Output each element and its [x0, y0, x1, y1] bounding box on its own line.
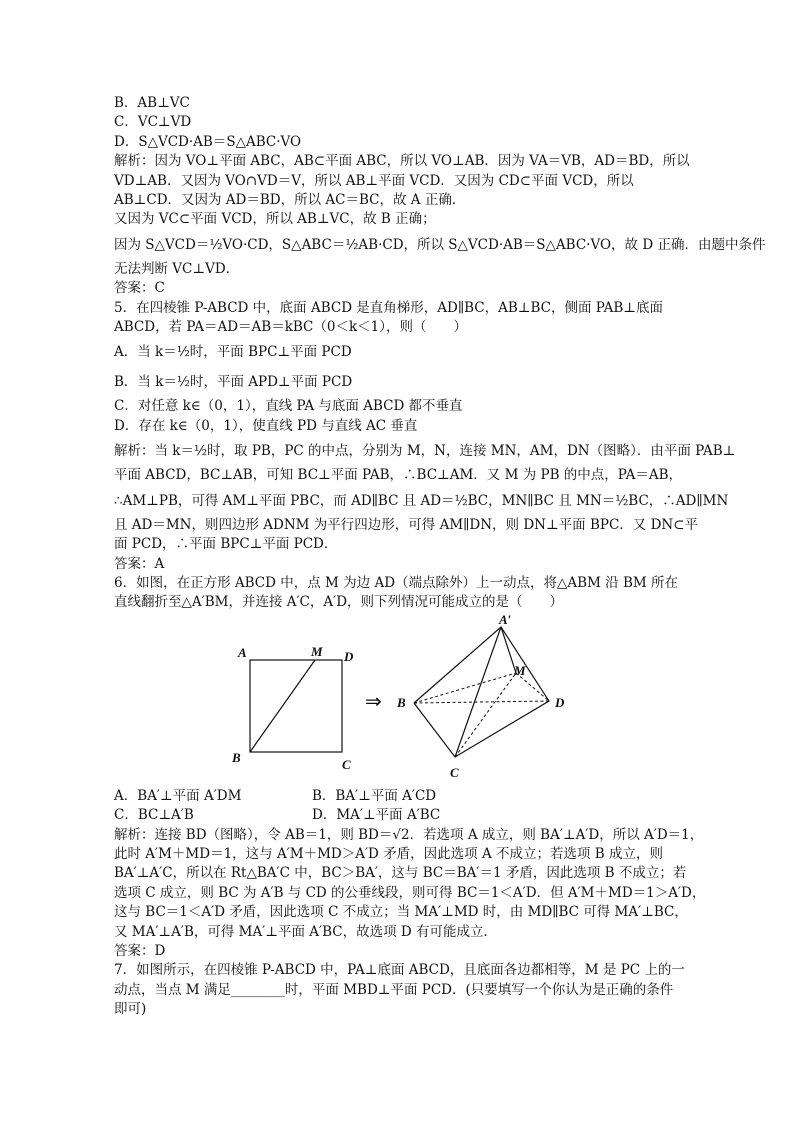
q6-solution-line: BA′⊥A′C，所以在 Rt△BA′C 中，BC＞BA′，这与 BC＝BA′＝1 矛盾，因此选项 B 不成立；若	[114, 865, 687, 882]
q4-option-d[interactable]: D．S△VCD·AB＝S△ABC·VO	[114, 133, 302, 150]
label-p-d: D	[555, 694, 565, 710]
label-sq-m: M	[311, 643, 323, 659]
q6-solution-line: 选项 C 成立，则 BC 为 A′B 与 CD 的公垂线段，则可得 BC＝1＜A′D．但 A′M＋MD＝1＞A′D，	[114, 884, 706, 901]
label-sq-b: B	[232, 749, 241, 765]
q6-figure-svg	[114, 615, 684, 787]
q6-solution-line: 又 MA′⊥A′B，可得 MA′⊥平面 A′BC，故选项 D 有可能成立．	[114, 923, 497, 940]
dashed-b-m	[414, 673, 516, 703]
q5-stem-line: 5．在四棱锥 P-ABCD 中，底面 ABCD 是直角梯形，AD∥BC，AB⊥BC，侧面 PAB⊥底面	[114, 299, 663, 316]
q4-option-c[interactable]: C．VC⊥VD	[114, 114, 192, 131]
q6-options-row-2	[114, 806, 684, 825]
implies-arrow-icon: ⇒	[365, 688, 382, 713]
q4-option-b[interactable]: B．AB⊥VC	[114, 95, 190, 111]
q5-solution-line: 面 PCD，∴平面 BPC⊥平面 PCD．	[114, 536, 338, 553]
q6-answer: 答案：D	[114, 942, 166, 959]
q5-solution-line: 解析：当 k＝½时，取 PB，PC 的中点，分别为 M，N，连接 MN，AM，DN（图略）．由平面 PAB⊥	[114, 443, 736, 460]
segment-bm	[250, 660, 315, 752]
q6-option-d[interactable]: D．MA′⊥平面 A′BC	[312, 807, 441, 824]
document-page	[114, 94, 766, 1020]
q4-solution-line: 因为 S△VCD＝½VO·CD，S△ABC＝½AB·CD，所以 S△VCD·AB＝S△ABC·VO，故 D 正确．由题中条件	[114, 236, 766, 253]
label-p-a: A′	[499, 614, 512, 627]
q6-option-b[interactable]: B．BA′⊥平面 A′CD	[312, 787, 437, 804]
label-sq-d: D	[344, 648, 354, 664]
q6-stem-line: 6．如图，在正方形 ABCD 中，点 M 为边 AD（端点除外）上一动点，将△ABM 沿 BM 所在	[114, 574, 679, 591]
q7-stem-line: 即可)	[114, 1001, 147, 1018]
q5-stem-line: ABCD，若 PA＝AD＝AB＝kBC（0＜k＜1），则（ ）	[114, 319, 467, 336]
label-sq-c: C	[342, 756, 351, 772]
dashed-c-m	[455, 673, 516, 757]
q4-answer: 答案：C	[114, 280, 165, 297]
q5-solution-line: 且 AD＝MN，则四边形 ADNM 为平行四边形，可得 AM∥DN，则 DN⊥平面 BPC．又 DN⊂平	[114, 516, 699, 533]
q5-solution-line: ∴AM⊥PB，可得 AM⊥平面 PBC，而 AD∥BC 且 AD＝½BC，MN∥BC 且 MN＝½BC，∴AD∥MN	[114, 492, 729, 509]
q5-option-a[interactable]: A．当 k＝½时，平面 BPC⊥平面 PCD	[114, 344, 352, 361]
q5-answer: 答案：A	[114, 555, 165, 572]
label-p-m: M	[514, 662, 526, 678]
q4-solution-line: 解析：因为 VO⊥平面 ABC，AB⊂平面 ABC，所以 VO⊥AB．因为 VA＝VB，AD＝BD，所以	[114, 153, 690, 170]
dashed-b-d	[414, 701, 549, 703]
q6-solution-line: 这与 BC＝1＜A′D 矛盾，因此选项 C 不成立；当 MA′⊥MD 时，由 MD∥BC 可得 MA′⊥BC，	[114, 904, 688, 921]
q7-stem-line: 7．如图所示，在四棱锥 P-ABCD 中，PA⊥底面 ABCD，且底面各边都相等，M 是 PC 上的一	[114, 962, 685, 979]
pyramid-outline	[414, 627, 549, 757]
q7-stem-line: 动点，当点 M 满足________时，平面 MBD⊥平面 PCD．(只要填写一个你认为是正确的条件	[114, 981, 674, 998]
q5-solution-line: 平面 ABCD，BC⊥AB，可知 BC⊥平面 PAB，∴BC⊥AM．又 M 为 PB 的中点，PA＝AB，	[114, 467, 683, 484]
q5-option-b[interactable]: B．当 k＝½时，平面 APD⊥平面 PCD	[114, 374, 353, 391]
q4-solution-line: 无法判断 VC⊥VD．	[114, 260, 240, 277]
q4-solution-line: AB⊥CD．又因为 AD＝BD，所以 AC＝BC，故 A 正确．	[114, 192, 466, 209]
q6-option-a[interactable]: A．BA′⊥平面 A′DM	[114, 787, 242, 804]
q6-figure	[114, 615, 684, 787]
q5-option-d[interactable]: D．存在 k∈（0，1），使直线 PD 与直线 AC 垂直	[114, 417, 418, 434]
q6-stem-line: 直线翻折至△A′BM，并连接 A′C，A′D，则下列情况可能成立的是（ ）	[114, 594, 564, 611]
q5-option-c[interactable]: C．对任意 k∈（0，1），直线 PA 与底面 ABCD 都不垂直	[114, 398, 463, 415]
q4-solution-line: 又因为 VC⊂平面 VCD，所以 AB⊥VC，故 B 正确；	[114, 211, 436, 228]
q6-solution-line: 此时 A′M＋MD＝1，这与 A′M＋MD＞A′D 矛盾，因此选项 A 不成立；若选项 B 成立，则	[114, 845, 664, 862]
label-p-b: B	[397, 694, 406, 710]
label-p-c: C	[450, 764, 459, 780]
q6-options-row-1	[114, 787, 684, 806]
square-abcd	[250, 660, 342, 752]
q4-solution-line: VD⊥AB．又因为 VO∩VD＝V，所以 AB⊥平面 VCD．又因为 CD⊂平面 VCD，所以	[114, 172, 634, 189]
q6-option-c[interactable]: C．BC⊥A′B	[114, 807, 194, 824]
label-sq-a: A	[238, 644, 247, 660]
q6-solution-line: 解析：连接 BD（图略），令 AB＝1，则 BD＝√2．若选项 A 成立，则 BA′⊥A′D，所以 A′D＝1，	[114, 826, 704, 843]
